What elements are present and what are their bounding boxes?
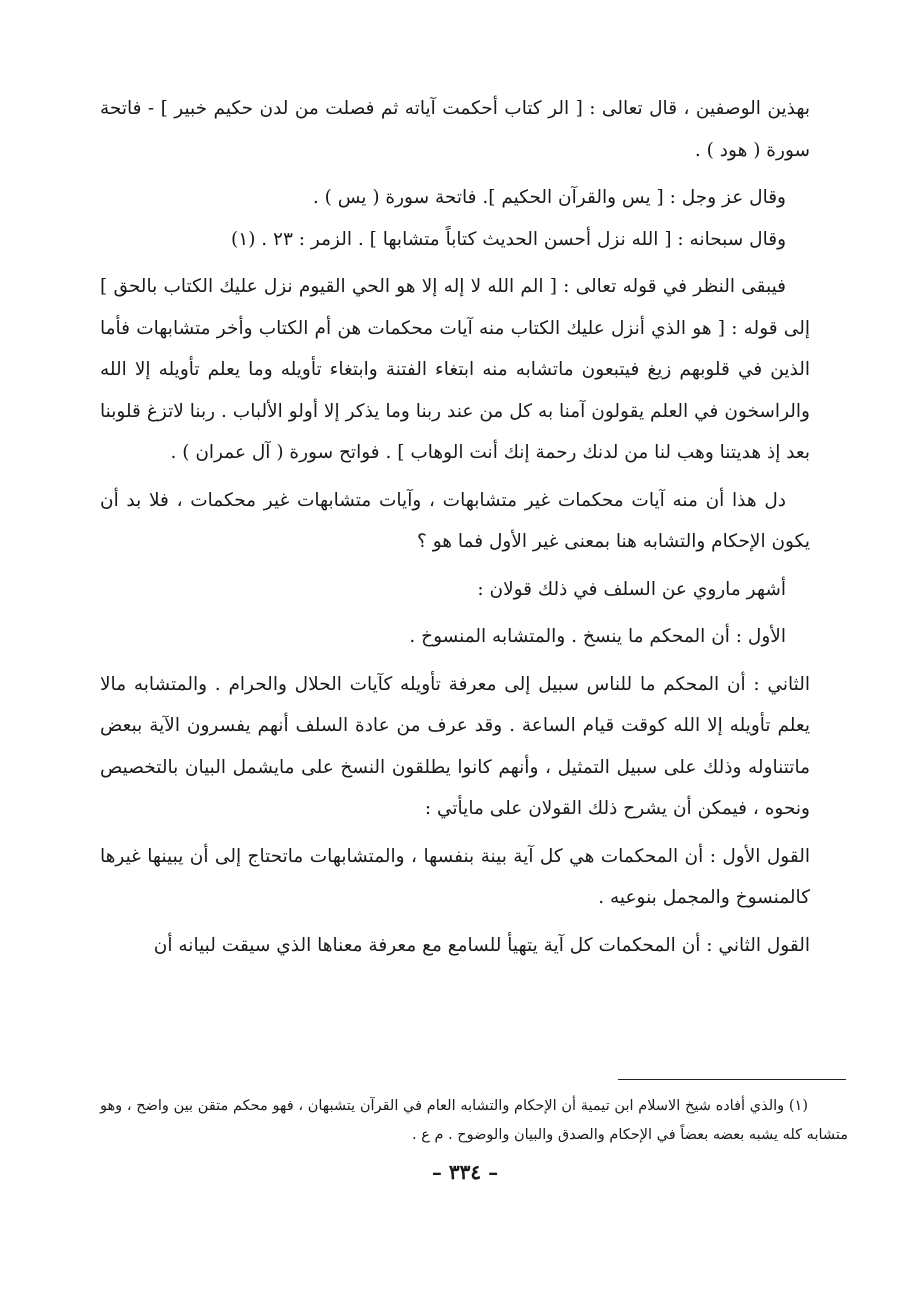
paragraph-second-view: الثاني : أن المحكم ما للناس سبيل إلى معرفة تأويله كآيات الحلال والحرام . والمتشابه مالا يعلم تأويله إلا الله كوقت قيام الساعة . وقد عرف من عادة السلف أنهم يفسرون الآية ببعض ماتتناوله وذلك على سبيل التمثيل ، وأنهم كانوا يطلقون النسخ على مايشمل البيان بالتخصيص ونحوه ، فيمكن أن يشرح ذلك القولان على مايأتي :	[100, 673, 810, 819]
paragraph-salaf-two-views: أشهر ماروي عن السلف في ذلك قولان :	[477, 578, 786, 600]
footnote-paragraph: (١) والذي أفاده شيخ الاسلام ابن تيمية أن الإحكام والتشابه العام في القرآن يتشبهان ، فهو محكم متقن بين واضح ، وهو متشابه كله يشبه بعضه بعضاً في الإحكام والصدق والبيان والوضوح . م ع .	[100, 1098, 848, 1143]
paragraph-second-opinion: القول الثاني : أن المحكمات كل آية يتهيأ للسامع مع معرفة معناها الذي سيقت لبيانه أن	[153, 934, 810, 956]
paragraph-hud-verse: بهذين الوصفين ، قال تعالى : [ الر كتاب أحكمت آياته ثم فصلت من لدن حكيم خبير ] - فاتحة سورة ( هود ) .	[100, 98, 810, 161]
paragraph-yasin-verse: وقال عز وجل : [ يس والقرآن الحكيم ]. فاتحة سورة ( يس ) .	[312, 187, 786, 208]
footnote	[100, 1092, 848, 1150]
paragraph-zumar-verse: وقال سبحانه : [ الله نزل أحسن الحديث كتاباً متشابها ] . الزمر : ٢٣ . (١)	[231, 228, 786, 250]
main-text	[100, 88, 810, 966]
paragraph-first-opinion: القول الأول : أن المحكمات هي كل آية بينة بنفسها ، والمتشابهات ماتحتاج إلى أن يبينها غيرها كالمنسوخ والمجمل بنوعيه .	[100, 845, 810, 908]
paragraph-muhkam-question: دل هذا أن منه آيات محكمات غير متشابهات ، وآيات متشابهات غير محكمات ، فلا بد أن يكون الإحكام والتشابه هنا بمعنى غير الأول فما هو ؟	[100, 489, 810, 552]
footnote-divider	[618, 1079, 846, 1080]
paragraph-first-view: الأول : أن المحكم ما ينسخ . والمتشابه المنسوخ .	[409, 626, 786, 647]
page-number: – ٣٣٤ –	[431, 1160, 499, 1184]
paragraph-al-imran-verse: فيبقى النظر في قوله تعالى : [ الم الله لا إله إلا هو الحي القيوم نزل عليك الكتاب بالحق ] إلى قوله : [ هو الذي أنزل عليك الكتاب منه آيات محكمات هن أم الكتاب وأخر متشابهات فأما الذين في قلوبهم زيغ فيتبعون ماتشابه منه ابتغاء الفتنة وابتغاء تأويله وما يعلم تأويله إلا الله والراسخون في العلم يقولون آمنا به كل من عند ربنا وما يذكر إلا أولو الألباب . ربنا لاتزغ قلوبنا بعد إذ هديتنا وهب لنا من لدنك رحمة إنك أنت الوهاب ] . فواتح سورة ( آل عمران ) .	[100, 276, 810, 463]
